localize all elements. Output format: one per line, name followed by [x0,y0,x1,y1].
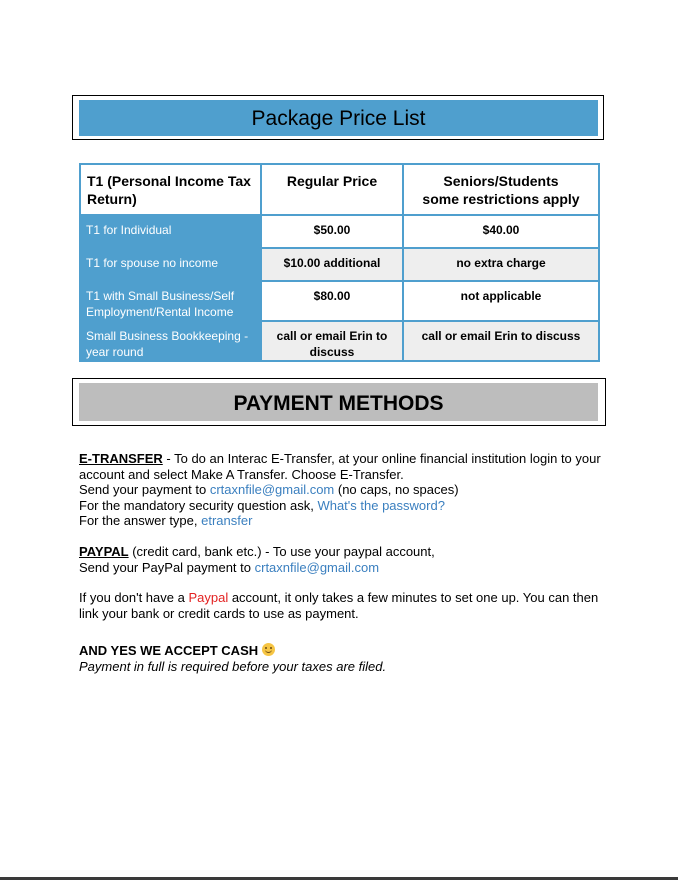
price-list-title: Package Price List [79,100,598,136]
table-row [80,321,599,361]
payment-methods-title-box [72,378,606,426]
cash-heading: AND YES WE ACCEPT CASH [79,643,259,658]
paypal-intro: (credit card, bank etc.) - To use your paypal account, [128,544,435,559]
row-label: Small Business Bookkeeping - year round [80,321,261,361]
header-service: T1 (Personal Income Tax Return) [80,164,261,215]
smiley-icon [262,643,275,656]
security-answer: etransfer [201,513,253,528]
paypal-section: PAYPAL (credit card, bank etc.) - To use your paypal account, Send your PayPal payment to crtaxnfile@gmail.com [79,544,435,575]
row-regular-price: $80.00 [261,281,403,321]
no-paypal-note: If you don't have a Paypal account, it only takes a few minutes to set one up. You can then link your bank or credit cards to use as payment. [79,590,599,621]
row-regular-price: call or email Erin to discuss [261,321,403,361]
table-row [80,215,599,248]
header-seniors-students: Seniors/Students some restrictions apply [403,164,599,215]
price-table [79,163,600,362]
price-list-title-box [72,95,604,140]
price-table-header-row [80,164,599,215]
etransfer-section: E-TRANSFER - To do an Interac E-Transfer, at your online financial institution login to your account and select Make A Transfer. Choose E-Transfer. Send your payment to crtaxnfile@gmail.com (no caps, no spaces) For the mandatory security question ask, What's the password? For the answer type, etransfer [79,451,601,528]
payment-methods-title: PAYMENT METHODS [79,383,598,421]
cash-section [79,643,639,674]
row-seniors-price: not applicable [403,281,599,321]
row-label: T1 for Individual [80,215,261,248]
paypal-email-link[interactable]: crtaxnfile@gmail.com [254,559,380,575]
table-row [80,248,599,281]
row-regular-price: $50.00 [261,215,403,248]
table-row [80,281,599,321]
row-regular-price: $10.00 additional [261,248,403,281]
row-seniors-price: call or email Erin to discuss [403,321,599,361]
payment-note: Payment in full is required before your taxes are filed. [79,658,387,674]
etransfer-intro: - To do an Interac E-Transfer, at your online financial institution login to your account and select Make A Transfer. Choose E-Transfer. [79,451,601,482]
row-seniors-price: $40.00 [403,215,599,248]
security-question: What's the password? [317,497,445,513]
row-seniors-price: no extra charge [403,248,599,281]
row-label: T1 for spouse no income [80,248,261,281]
paypal-brand-link[interactable]: Paypal [188,590,229,605]
etransfer-email-link[interactable]: crtaxnfile@gmail.com [209,482,335,497]
row-label: T1 with Small Business/Self Employment/Rental Income [80,281,261,321]
etransfer-heading: E-TRANSFER [79,451,163,466]
header-regular-price: Regular Price [261,164,403,215]
paypal-heading: PAYPAL [79,544,129,559]
